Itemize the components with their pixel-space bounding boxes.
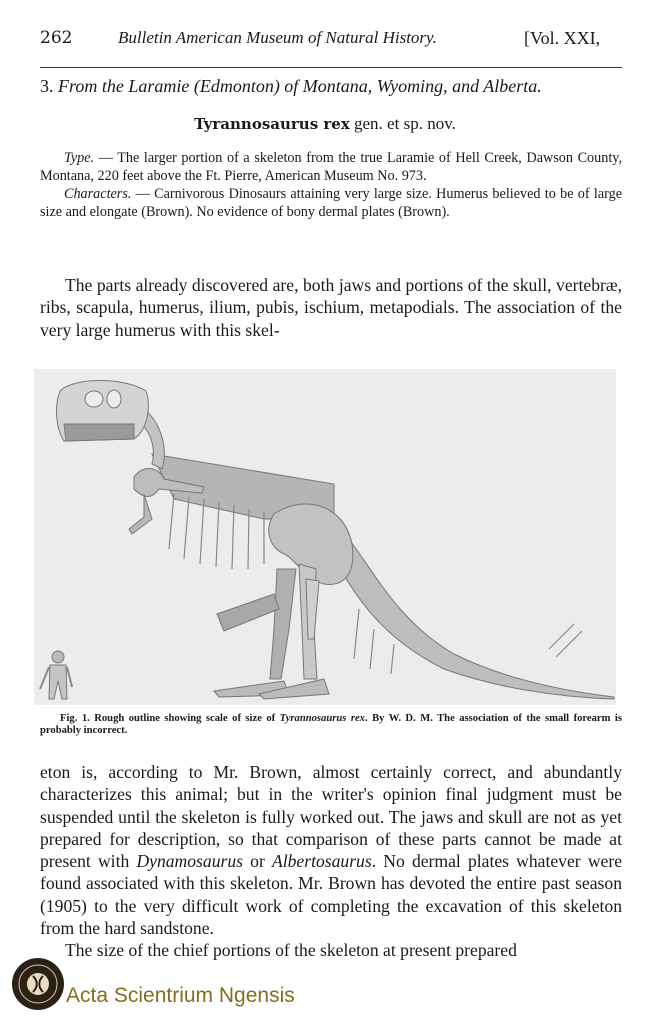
taxon-name: Dynamosaurus <box>136 851 243 872</box>
taxon-name: Albertosaurus <box>271 851 372 872</box>
section-number: 3. <box>40 76 54 96</box>
paragraph-association <box>40 761 622 962</box>
characters-label: Characters. <box>64 186 132 202</box>
species-name: Tyrannosaurus rex <box>194 115 350 133</box>
paragraph-text: or <box>242 851 272 872</box>
paragraph-text: The parts already discovered are, both jaws and portions of the skull, vertebræ, ribs, scapula, humerus, ilium, pubis, ischium, metapodials. The association of the very large humerus with this skel- <box>40 275 622 340</box>
section-title: From the Laramie (Edmonton) of Montana, Wyoming, and Alberta. <box>58 76 542 96</box>
figure-caption <box>40 713 622 737</box>
watermark-text: Acta Scientrium Ngensis <box>66 984 295 1007</box>
volume-label: [Vol. XXI, <box>524 28 601 48</box>
caption-text: . By W. D. M. The association of the small forearm is probably incorrect. <box>40 713 622 736</box>
type-paragraph <box>40 149 622 221</box>
paragraph-parts <box>40 274 622 341</box>
paragraph-text: eton is, according to Mr. Brown, almost certainly correct, and abundantly characterizes this animal; but in the writer's opinion final judgment must be suspended until the skeleton is fully worked out. The jaws and skull are not as yet prepared for description, so that comparison of these parts cannot be made at present with <box>40 762 622 872</box>
paragraph-size: The size of the chief portions of the skeleton at present prepared <box>65 940 517 961</box>
species-suffix: gen. et sp. nov. <box>354 114 456 133</box>
skeleton-illustration <box>34 369 616 705</box>
characters-text: — Carnivorous Dinosaurs attaining very large size. Humerus believed to be of large size and elongate (Brown). No evidence of bony dermal plates (Brown). <box>40 186 622 220</box>
caption-text: Rough outline showing scale of size of <box>89 713 280 724</box>
paragraph-text: . No dermal plates whatever were found associated with this skeleton. Mr. Brown has devoted the entire past season (1905) to the very difficult work of completing the excavation of this skeleton from the hard sandstone. <box>40 851 622 939</box>
header-rule <box>40 67 622 68</box>
species-heading <box>0 114 650 134</box>
watermark-seal-logo <box>11 957 65 1011</box>
caption-label: Fig. 1. <box>60 713 90 724</box>
type-label: Type. <box>64 150 95 166</box>
type-text: — The larger portion of a skeleton from the true Laramie of Hell Creek, Dawson County, Montana, 220 feet above the Ft. Pierre, American Museum No. 973. <box>40 150 622 184</box>
section-heading <box>40 76 542 97</box>
figure-skeleton <box>34 369 616 705</box>
caption-species: Tyrannosaurus rex <box>279 713 365 724</box>
running-title: Bulletin American Museum of Natural History. <box>118 28 437 47</box>
page-number: 262 <box>40 28 73 48</box>
